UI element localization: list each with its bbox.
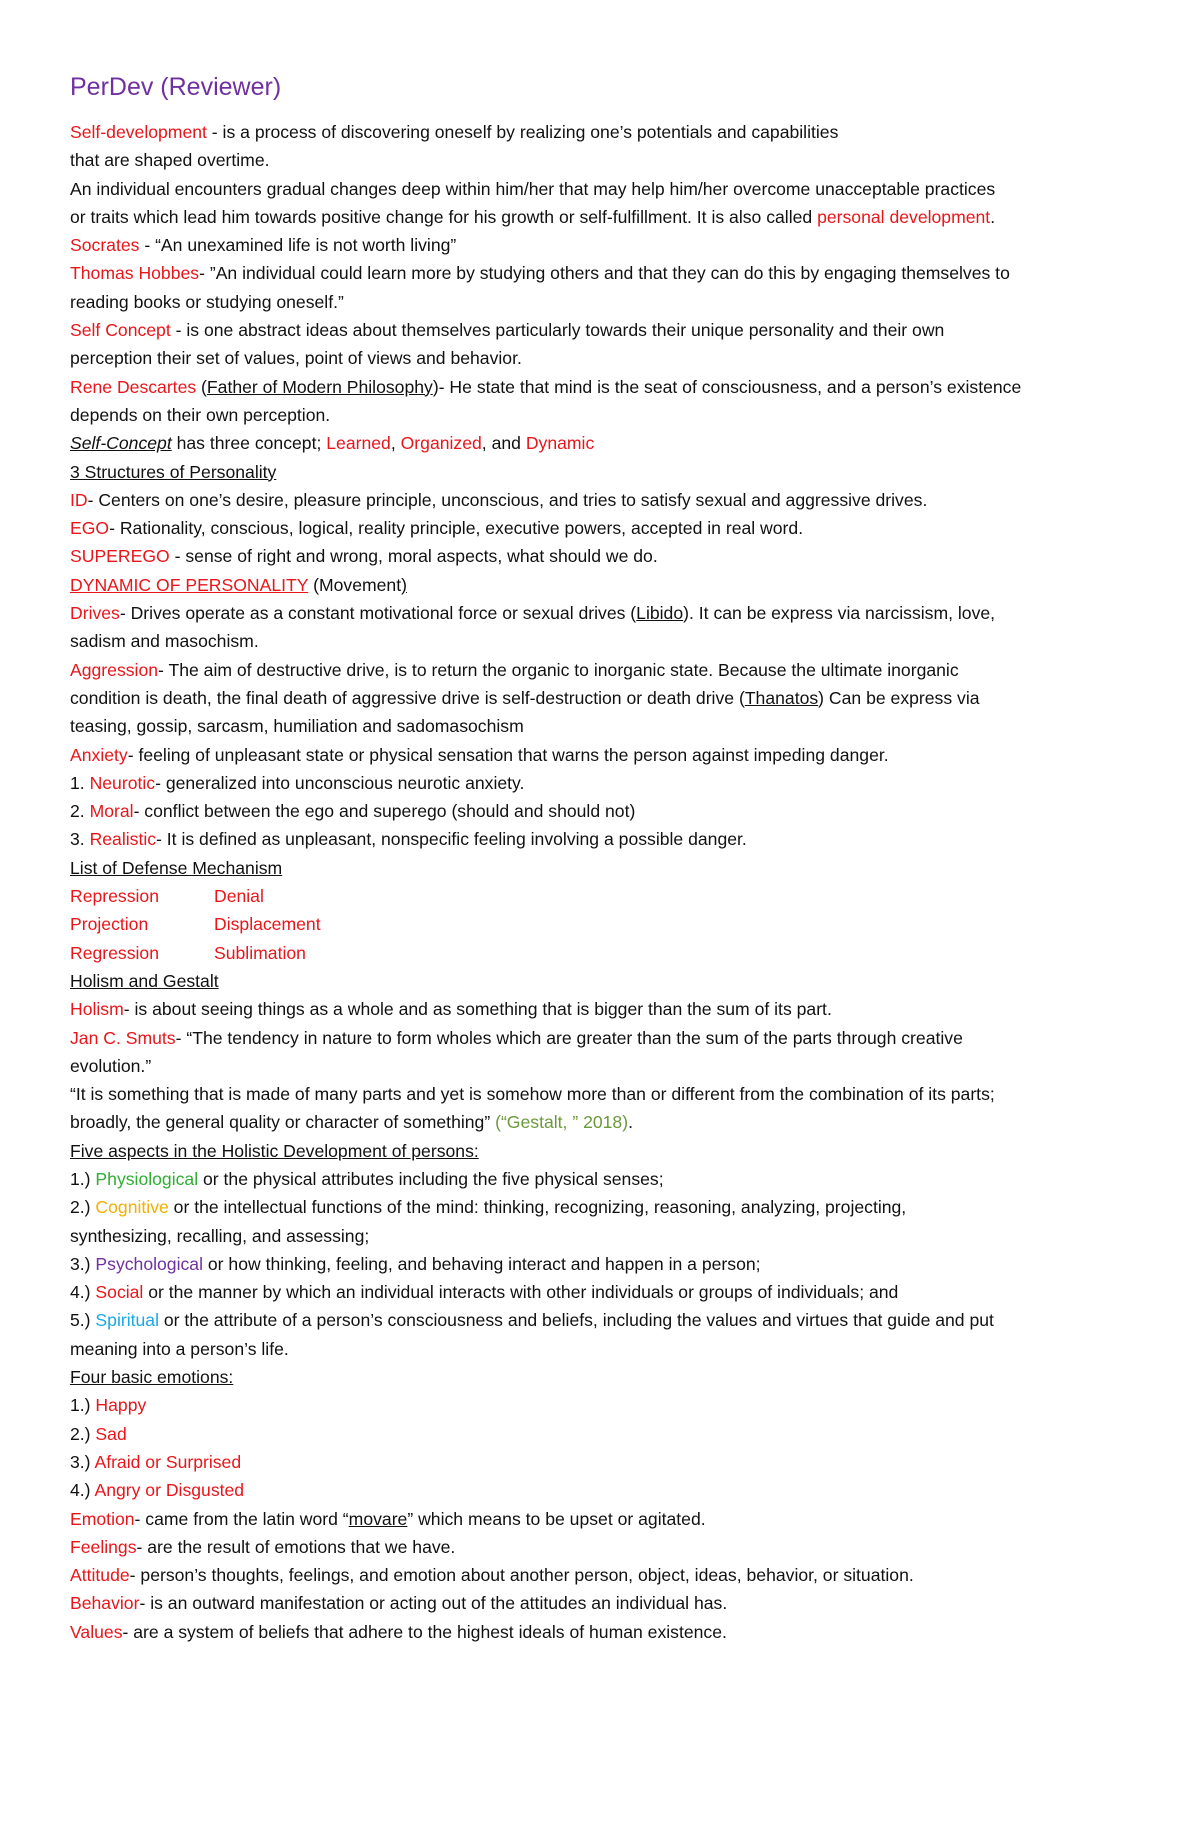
text: - is one abstract ideas about themselves particularly towards their unique personality and their own	[170, 320, 945, 341]
term: Self-development	[70, 122, 207, 142]
list-number: 2.)	[70, 1197, 96, 1218]
text: or how thinking, feeling, and behaving interact and happen in a person;	[203, 1253, 761, 1274]
text: has three concept;	[171, 433, 327, 454]
underlined-text: Libido	[636, 603, 684, 624]
list-number: 4.)	[70, 1282, 96, 1303]
term: Physiological	[95, 1168, 199, 1189]
text: - are a system of beliefs that adhere to the highest ideals of human existence.	[122, 1621, 727, 1642]
list-item	[70, 1278, 1150, 1306]
list-item	[70, 1391, 1150, 1419]
line-text: synthesizing, recalling, and assessing;	[70, 1225, 370, 1246]
text: - Drives operate as a constant motivational force or sexual drives (	[119, 603, 637, 624]
term: Socrates	[70, 235, 140, 256]
line-id	[70, 486, 1150, 514]
line-smuts	[70, 1024, 1150, 1052]
defense-mechanism: Denial	[214, 886, 264, 907]
section-heading: DYNAMIC OF PERSONALITY	[70, 574, 309, 595]
text: - “An unexamined life is not worth living”	[139, 235, 457, 256]
line-self-concept-types	[70, 429, 1150, 457]
line-text: An individual encounters gradual changes deep within him/her that may help him/her overcome unacceptable practices	[70, 178, 996, 199]
line-feelings	[70, 1533, 1150, 1561]
defense-mechanism: Displacement	[214, 914, 321, 935]
text: )- He state that mind is the seat of consciousness, and a person’s existence	[432, 376, 1022, 397]
line-ego	[70, 514, 1150, 542]
line-gestalt-citation	[70, 1108, 1150, 1136]
line-dynamic-personality	[70, 571, 1150, 599]
term: Afraid or Surprised	[94, 1451, 242, 1472]
line-self-development	[70, 118, 1150, 146]
term: Feelings	[70, 1536, 137, 1557]
line-text: meaning into a person’s life.	[70, 1338, 289, 1359]
term: EGO	[70, 518, 110, 539]
list-number: 3.)	[70, 1451, 95, 1472]
list-number: 1.	[70, 772, 90, 793]
underlined-text: Father of Modern Philosophy	[206, 376, 433, 397]
line-text: reading books or studying oneself.”	[70, 291, 344, 312]
defense-mechanism: Projection	[70, 914, 149, 935]
line-text: evolution.”	[70, 1055, 152, 1076]
text: - The aim of destructive drive, is to return the organic to inorganic state. Because the ultimate inorganic	[158, 659, 959, 680]
text: (Movement	[308, 574, 402, 595]
text: or the physical attributes including the five physical senses;	[198, 1168, 664, 1189]
text: or the intellectual functions of the mind: thinking, recognizing, reasoning, analyzing, projecting,	[168, 1197, 907, 1218]
line-personal-development	[70, 203, 1150, 231]
list-number: 1.)	[70, 1168, 96, 1189]
line-socrates	[70, 231, 1150, 259]
term: Psychological	[95, 1253, 203, 1274]
section-heading: Five aspects in the Holistic Development of persons:	[70, 1140, 479, 1161]
term: Organized	[400, 433, 482, 454]
text: - conflict between the ego and superego (should and should not)	[133, 801, 636, 822]
document-page	[70, 70, 1150, 1646]
term: Attitude	[70, 1565, 130, 1586]
list-item	[70, 1448, 1150, 1476]
list-number: 1.)	[70, 1395, 96, 1416]
line-descartes	[70, 373, 1150, 401]
text: - feeling of unpleasant state or physical sensation that warns the person against impeding danger.	[127, 744, 889, 765]
term: Self Concept	[70, 320, 171, 341]
term: Spiritual	[95, 1310, 159, 1331]
text: .	[990, 206, 996, 227]
term: Moral	[89, 801, 134, 822]
term: Values	[70, 1621, 123, 1642]
text: condition is death, the final death of aggressive drive is self-destruction or death drive (	[70, 687, 745, 708]
term: Cognitive	[95, 1197, 169, 1218]
list-number: 5.)	[70, 1310, 96, 1331]
text: , and	[481, 433, 526, 454]
text: - generalized into unconscious neurotic anxiety.	[155, 772, 525, 793]
list-item	[70, 1165, 1150, 1193]
text: ” which means to be upset or agitated.	[407, 1508, 706, 1529]
term: Holism	[70, 999, 124, 1020]
term: Social	[95, 1282, 144, 1303]
section-heading: Four basic emotions:	[70, 1367, 234, 1388]
term: ID	[70, 489, 88, 510]
defense-mechanism-row	[70, 882, 1150, 910]
term: Angry or Disgusted	[94, 1480, 245, 1501]
text: - It is defined as unpleasant, nonspecific feeling involving a possible danger.	[156, 829, 747, 850]
section-heading: Holism and Gestalt	[70, 970, 219, 991]
line-text: “It is something that is made of many parts and yet is somehow more than or different from the combination of its parts;	[70, 1084, 995, 1105]
term: Anxiety	[70, 744, 128, 765]
list-number: 3.)	[70, 1253, 96, 1274]
underlined-text: movare	[348, 1508, 408, 1529]
line-text: that are shaped overtime.	[70, 150, 270, 171]
line-holism	[70, 995, 1150, 1023]
text: - Rationality, conscious, logical, reality principle, executive powers, accepted in real word.	[109, 518, 804, 539]
term: Neurotic	[89, 772, 156, 793]
list-item	[70, 1250, 1150, 1278]
text: - is about seeing things as a whole and as something that is bigger than the sum of its part.	[123, 999, 832, 1020]
text: or the manner by which an individual interacts with other individuals or groups of individuals; and	[143, 1282, 899, 1303]
defense-mechanism: Regression	[70, 942, 159, 963]
list-number: 2.)	[70, 1423, 96, 1444]
text: - is an outward manifestation or acting out of the attitudes an individual has.	[139, 1593, 728, 1614]
line-thanatos	[70, 684, 1150, 712]
line-behavior	[70, 1589, 1150, 1617]
line-self-concept	[70, 316, 1150, 344]
line-superego	[70, 542, 1150, 570]
line-text: sadism and masochism.	[70, 631, 259, 652]
text: - are the result of emotions that we have.	[136, 1536, 456, 1557]
list-number: 3.	[70, 829, 90, 850]
text: - “The tendency in nature to form wholes which are greater than the sum of the parts through creative	[175, 1027, 963, 1048]
text: - is a process of discovering oneself by realizing one’s potentials and capabilities	[206, 122, 839, 142]
text: or traits which lead him towards positive change for his growth or self-fulfillment. It is also called	[70, 206, 818, 227]
line-text: teasing, gossip, sarcasm, humiliation and sadomasochism	[70, 716, 524, 737]
term: Dynamic	[525, 433, 595, 454]
underlined-text: Thanatos	[744, 687, 819, 708]
text: (	[196, 376, 207, 397]
page-title: PerDev (Reviewer)	[70, 73, 282, 101]
citation: (“Gestalt, ” 2018)	[495, 1112, 629, 1133]
line-attitude	[70, 1561, 1150, 1589]
term: Realistic	[89, 829, 157, 850]
term: Rene Descartes	[70, 376, 197, 397]
list-number: 4.)	[70, 1480, 95, 1501]
list-item	[70, 1306, 1150, 1334]
text: ). It can be express via narcissism, love,	[683, 603, 996, 624]
underlined-text: Self-Concept	[70, 433, 172, 454]
text: broadly, the general quality or character of something”	[70, 1112, 496, 1133]
text: ,	[390, 433, 401, 454]
text: ) Can be express via	[818, 687, 980, 708]
text: or the attribute of a person’s consciousness and beliefs, including the values and virtues that guide and put	[159, 1310, 994, 1331]
term: Sad	[95, 1423, 127, 1444]
line-aggression	[70, 656, 1150, 684]
line-values	[70, 1618, 1150, 1646]
term: Thomas Hobbes	[70, 263, 200, 284]
text: - ”An individual could learn more by studying others and that they can do this by engaging themselves to	[199, 263, 1010, 284]
text: - came from the latin word “	[134, 1508, 349, 1529]
term: Happy	[95, 1395, 147, 1416]
text: - person’s thoughts, feelings, and emotion about another person, object, ideas, behavior, or situation.	[129, 1565, 914, 1586]
line-hobbes	[70, 259, 1150, 287]
list-item	[70, 797, 1150, 825]
text: - Centers on one’s desire, pleasure principle, unconscious, and tries to satisfy sexual and aggressive drives.	[87, 489, 928, 510]
term: Drives	[70, 603, 120, 624]
line-text: depends on their own perception.	[70, 404, 331, 425]
list-item	[70, 825, 1150, 853]
list-item	[70, 769, 1150, 797]
list-item	[70, 1420, 1150, 1448]
section-heading: 3 Structures of Personality	[70, 461, 277, 482]
defense-mechanism: Repression	[70, 886, 159, 907]
term: Jan C. Smuts	[70, 1027, 176, 1048]
list-item	[70, 1193, 1150, 1221]
term: personal development	[817, 206, 991, 227]
defense-mechanism-row	[70, 939, 1150, 967]
text: .	[628, 1112, 633, 1133]
term: Emotion	[70, 1508, 135, 1529]
line-text: perception their set of values, point of views and behavior.	[70, 348, 522, 369]
text: - sense of right and wrong, moral aspects, what should we do.	[169, 546, 658, 567]
defense-mechanism-row	[70, 910, 1150, 938]
line-drives	[70, 599, 1150, 627]
term: Behavior	[70, 1593, 140, 1614]
term: Learned	[326, 433, 391, 454]
line-emotion	[70, 1505, 1150, 1533]
term: SUPEREGO	[70, 546, 170, 567]
list-number: 2.	[70, 801, 90, 822]
term: Aggression	[70, 659, 159, 680]
list-item	[70, 1476, 1150, 1504]
section-heading: List of Defense Mechanism	[70, 857, 283, 878]
text: )	[401, 574, 407, 595]
defense-mechanism: Sublimation	[214, 942, 306, 963]
line-anxiety	[70, 741, 1150, 769]
